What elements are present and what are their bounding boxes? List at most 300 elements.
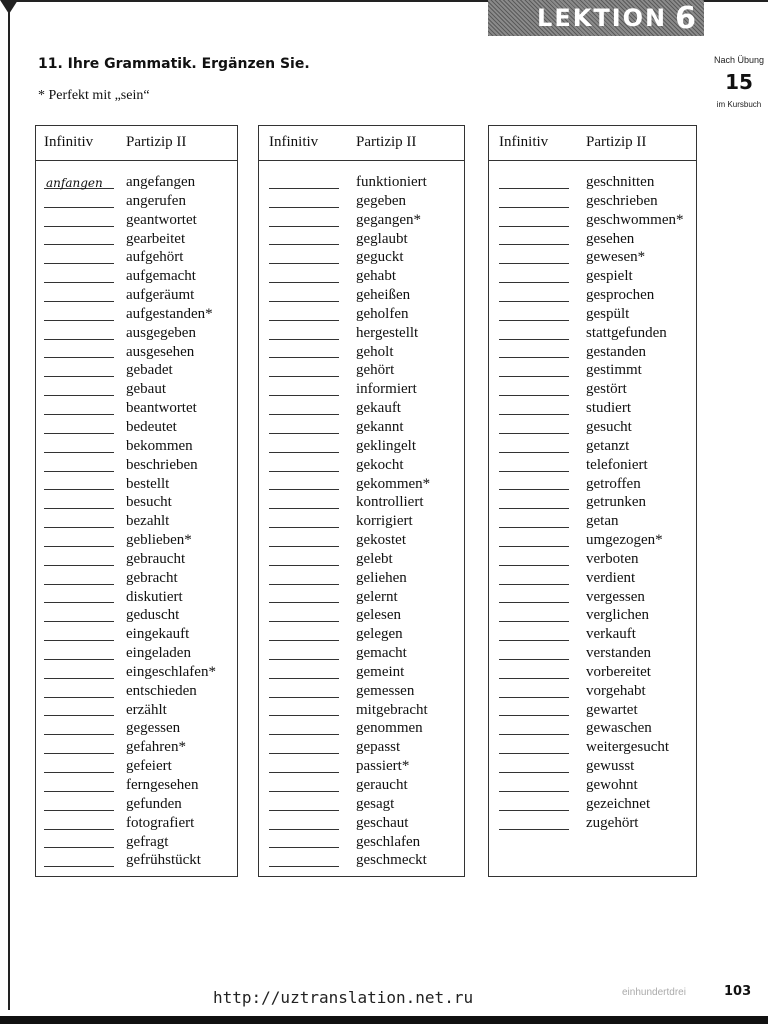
- table-row: [36, 211, 237, 230]
- partizip-word: gewesen*: [586, 249, 646, 266]
- partizip-word: aufgestanden*: [126, 305, 213, 322]
- column-header-partizip: Partizip II: [356, 134, 417, 150]
- partizip-word: fotografiert: [126, 814, 195, 831]
- table-row: [489, 173, 696, 192]
- infinitiv-blank[interactable]: [499, 305, 569, 321]
- table-row: [489, 757, 696, 776]
- partizip-word: gesucht: [586, 418, 632, 435]
- infinitiv-blank[interactable]: [269, 380, 339, 396]
- table-row: [259, 380, 464, 399]
- infinitiv-blank[interactable]: [499, 342, 569, 358]
- infinitiv-blank[interactable]: [499, 738, 569, 754]
- infinitiv-blank[interactable]: [269, 814, 339, 830]
- partizip-word: angerufen: [126, 192, 186, 209]
- partizip-word: gefunden: [126, 795, 182, 812]
- infinitiv-blank[interactable]: [44, 719, 114, 735]
- table-row: [489, 324, 696, 343]
- infinitiv-blank[interactable]: [499, 719, 569, 735]
- partizip-word: besucht: [126, 494, 172, 511]
- partizip-word: geantwortet: [126, 211, 197, 228]
- table-row: [36, 286, 237, 305]
- bottom-rule: [0, 1016, 768, 1024]
- partizip-word: vergessen: [586, 588, 645, 605]
- partizip-word: gefragt: [126, 833, 169, 850]
- partizip-word: gespielt: [586, 268, 633, 285]
- partizip-word: hergestellt: [356, 324, 419, 341]
- infinitiv-blank[interactable]: [499, 248, 569, 264]
- partizip-word: gegessen: [126, 720, 181, 737]
- partizip-word: gewaschen: [586, 720, 652, 737]
- partizip-word: gebraucht: [126, 550, 186, 567]
- infinitiv-blank[interactable]: [269, 832, 339, 848]
- partizip-word: gewusst: [586, 758, 635, 775]
- infinitiv-blank[interactable]: [44, 474, 114, 490]
- table-row: [36, 267, 237, 286]
- table-row: [259, 286, 464, 305]
- infinitiv-blank[interactable]: [44, 248, 114, 264]
- partizip-word: gefahren*: [126, 739, 186, 756]
- partizip-word: gestimmt: [586, 362, 642, 379]
- infinitiv-blank[interactable]: [269, 851, 339, 867]
- infinitiv-blank[interactable]: [269, 587, 339, 603]
- infinitiv-blank[interactable]: [269, 606, 339, 622]
- table-row: [259, 399, 464, 418]
- partizip-word: aufgehört: [126, 249, 184, 266]
- partizip-word: geschlafen: [356, 833, 421, 850]
- infinitiv-blank[interactable]: [499, 682, 569, 698]
- infinitiv-blank[interactable]: [499, 437, 569, 453]
- infinitiv-blank[interactable]: [499, 418, 569, 434]
- partizip-word: geduscht: [126, 607, 180, 624]
- partizip-word: bekommen: [126, 437, 193, 454]
- table-row: [259, 719, 464, 738]
- table-row: [489, 343, 696, 362]
- partizip-word: gelegen: [356, 626, 403, 643]
- partizip-word: ausgegeben: [126, 324, 196, 341]
- infinitiv-blank[interactable]: [269, 173, 339, 189]
- partizip-word: gefeiert: [126, 758, 172, 775]
- infinitiv-blank[interactable]: [44, 531, 114, 547]
- infinitiv-blank[interactable]: [269, 625, 339, 641]
- partizip-word: gestört: [586, 381, 627, 398]
- infinitiv-blank[interactable]: [499, 229, 569, 245]
- partizip-word: gespült: [586, 305, 630, 322]
- partizip-word: bedeutet: [126, 418, 177, 435]
- table-row: [36, 230, 237, 249]
- table-row: [259, 701, 464, 720]
- infinitiv-blank[interactable]: [499, 286, 569, 302]
- infinitiv-blank[interactable]: [44, 342, 114, 358]
- table-row: [489, 663, 696, 682]
- infinitiv-blank[interactable]: [269, 682, 339, 698]
- infinitiv-blank[interactable]: [269, 776, 339, 792]
- partizip-word: gemacht: [356, 645, 407, 662]
- partizip-word: verglichen: [586, 607, 650, 624]
- partizip-word: bezahlt: [126, 513, 170, 530]
- table-row: [489, 625, 696, 644]
- infinitiv-blank[interactable]: [44, 211, 114, 227]
- table-row: [489, 701, 696, 720]
- table-row: [489, 738, 696, 757]
- partizip-word: gesagt: [356, 795, 395, 812]
- infinitiv-blank[interactable]: [499, 644, 569, 660]
- infinitiv-blank[interactable]: [499, 493, 569, 509]
- infinitiv-blank[interactable]: [44, 361, 114, 377]
- infinitiv-blank[interactable]: [44, 757, 114, 773]
- infinitiv-blank[interactable]: [499, 814, 569, 830]
- partizip-word: gemeint: [356, 663, 405, 680]
- infinitiv-blank[interactable]: [499, 757, 569, 773]
- infinitiv-blank[interactable]: [44, 795, 114, 811]
- header-divider: [36, 160, 237, 161]
- lektion-banner: [488, 0, 704, 36]
- table-row: [489, 588, 696, 607]
- infinitiv-blank[interactable]: [499, 776, 569, 792]
- infinitiv-blank[interactable]: [499, 531, 569, 547]
- infinitiv-blank[interactable]: [499, 587, 569, 603]
- table-row: [259, 795, 464, 814]
- partizip-word: gezeichnet: [586, 795, 651, 812]
- table-row: [36, 776, 237, 795]
- partizip-word: korrigiert: [356, 513, 413, 530]
- partizip-word: entschieden: [126, 682, 197, 699]
- partizip-word: verboten: [586, 550, 639, 567]
- infinitiv-blank[interactable]: [269, 361, 339, 377]
- partizip-word: eingeschlafen*: [126, 663, 216, 680]
- table-row: [489, 230, 696, 249]
- infinitiv-blank[interactable]: [44, 851, 114, 867]
- partizip-word: aufgeräumt: [126, 287, 195, 304]
- partizip-word: geblieben*: [126, 532, 192, 549]
- partizip-word: geholfen: [356, 305, 409, 322]
- infinitiv-blank[interactable]: [44, 738, 114, 754]
- table-row: [259, 437, 464, 456]
- table-row: [489, 569, 696, 588]
- table-row: [36, 305, 237, 324]
- infinitiv-blank[interactable]: [44, 493, 114, 509]
- partizip-word: funktioniert: [356, 174, 427, 190]
- table-row: [489, 361, 696, 380]
- table-row: [36, 663, 237, 682]
- table-row: [489, 437, 696, 456]
- lektion-number: 6: [675, 0, 698, 36]
- page-number: 103: [724, 984, 752, 999]
- table-row: [36, 569, 237, 588]
- table-row: [259, 776, 464, 795]
- infinitiv-blank[interactable]: [44, 173, 114, 189]
- infinitiv-blank[interactable]: [269, 437, 339, 453]
- infinitiv-blank[interactable]: [499, 569, 569, 585]
- infinitiv-blank[interactable]: [44, 305, 114, 321]
- infinitiv-blank[interactable]: [269, 267, 339, 283]
- table-row: [36, 757, 237, 776]
- verb-table-3: [488, 125, 697, 877]
- table-row: [36, 380, 237, 399]
- infinitiv-blank[interactable]: [44, 814, 114, 830]
- infinitiv-blank[interactable]: [499, 399, 569, 415]
- partizip-word: gearbeitet: [126, 230, 186, 247]
- infinitiv-blank[interactable]: [269, 248, 339, 264]
- table-row: [36, 493, 237, 512]
- partizip-word: bestellt: [126, 475, 170, 492]
- partizip-word: genommen: [356, 720, 423, 737]
- table-row: [259, 512, 464, 531]
- partizip-word: getan: [586, 513, 619, 530]
- infinitiv-blank[interactable]: [499, 512, 569, 528]
- table-row: [489, 493, 696, 512]
- partizip-word: verstanden: [586, 645, 651, 662]
- table-row: [489, 795, 696, 814]
- infinitiv-blank[interactable]: [44, 229, 114, 245]
- table-row: [489, 248, 696, 267]
- table-row: [36, 606, 237, 625]
- partizip-word: gestanden: [586, 343, 646, 360]
- infinitiv-blank[interactable]: [499, 324, 569, 340]
- header-divider: [259, 160, 464, 161]
- infinitiv-blank[interactable]: [499, 361, 569, 377]
- table-row: [259, 173, 464, 192]
- partizip-word: getanzt: [586, 437, 630, 454]
- infinitiv-blank[interactable]: [44, 324, 114, 340]
- infinitiv-blank[interactable]: [269, 229, 339, 245]
- table-row: [489, 512, 696, 531]
- infinitiv-blank[interactable]: [44, 550, 114, 566]
- infinitiv-blank[interactable]: [499, 267, 569, 283]
- partizip-word: beschrieben: [126, 456, 198, 473]
- table-row: [36, 644, 237, 663]
- table-row: [259, 305, 464, 324]
- partizip-word: geschnitten: [586, 174, 655, 190]
- infinitiv-blank[interactable]: [44, 399, 114, 415]
- partizip-word: erzählt: [126, 701, 167, 718]
- partizip-word: gehört: [356, 362, 395, 379]
- infinitiv-blank[interactable]: [499, 173, 569, 189]
- infinitiv-blank[interactable]: [269, 342, 339, 358]
- partizip-word: stattgefunden: [586, 324, 667, 341]
- table-row: [36, 719, 237, 738]
- partizip-word: telefoniert: [586, 456, 648, 473]
- partizip-word: eingekauft: [126, 626, 190, 643]
- partizip-word: aufgemacht: [126, 268, 196, 285]
- partizip-word: gewohnt: [586, 777, 638, 793]
- table-row: [489, 456, 696, 475]
- infinitiv-blank[interactable]: [269, 569, 339, 585]
- partizip-word: gepasst: [356, 739, 401, 756]
- kursbuch-label: im Kursbuch: [716, 100, 762, 109]
- infinitiv-blank[interactable]: [499, 795, 569, 811]
- table-row: [259, 833, 464, 852]
- table-row: [36, 682, 237, 701]
- infinitiv-blank[interactable]: [499, 211, 569, 227]
- table-row: [489, 719, 696, 738]
- infinitiv-blank[interactable]: [44, 663, 114, 679]
- infinitiv-blank[interactable]: [269, 192, 339, 208]
- infinitiv-blank[interactable]: [269, 418, 339, 434]
- partizip-word: gelebt: [356, 550, 393, 567]
- table-row: [36, 324, 237, 343]
- left-margin-rule: [8, 0, 10, 1010]
- partizip-word: geguckt: [356, 249, 404, 266]
- table-row: [36, 795, 237, 814]
- infinitiv-blank[interactable]: [44, 832, 114, 848]
- table-row: [259, 550, 464, 569]
- partizip-word: gekannt: [356, 418, 404, 435]
- partizip-word: studiert: [586, 400, 631, 417]
- table-row: [259, 757, 464, 776]
- table-row: [259, 361, 464, 380]
- partizip-word: gemessen: [356, 682, 415, 699]
- partizip-word: vorgehabt: [586, 682, 646, 699]
- partizip-word: gelesen: [356, 607, 401, 624]
- partizip-word: weitergesucht: [586, 739, 670, 756]
- partizip-word: gewartet: [586, 701, 638, 718]
- table-row: [259, 625, 464, 644]
- infinitiv-blank[interactable]: [269, 211, 339, 227]
- table-row: [489, 267, 696, 286]
- infinitiv-blank[interactable]: [499, 606, 569, 622]
- table-row: [489, 606, 696, 625]
- partizip-word: getroffen: [586, 475, 641, 492]
- table-row: [259, 569, 464, 588]
- infinitiv-blank[interactable]: [269, 795, 339, 811]
- infinitiv-blank[interactable]: [499, 474, 569, 490]
- infinitiv-blank[interactable]: [269, 531, 339, 547]
- perfekt-note: * Perfekt mit „sein“: [38, 88, 150, 103]
- table-row: [36, 701, 237, 720]
- partizip-word: geschwommen*: [586, 211, 684, 228]
- table-row: [489, 211, 696, 230]
- infinitiv-blank[interactable]: [269, 456, 339, 472]
- table-row: [259, 475, 464, 494]
- table-row: [489, 192, 696, 211]
- infinitiv-blank[interactable]: [44, 682, 114, 698]
- table-row: [489, 399, 696, 418]
- infinitiv-blank[interactable]: [499, 456, 569, 472]
- partizip-word: geklingelt: [356, 437, 416, 454]
- partizip-word: gegeben: [356, 192, 406, 209]
- infinitiv-blank[interactable]: [269, 286, 339, 302]
- nach-uebung-label: Nach Übung: [713, 55, 765, 65]
- infinitiv-blank[interactable]: [499, 625, 569, 641]
- partizip-word: vorbereitet: [586, 663, 651, 680]
- partizip-word: geheißen: [356, 287, 411, 304]
- infinitiv-blank[interactable]: [44, 569, 114, 585]
- table-row: [36, 588, 237, 607]
- table-row: [259, 644, 464, 663]
- infinitiv-blank[interactable]: [499, 700, 569, 716]
- table-row: [489, 776, 696, 795]
- infinitiv-blank[interactable]: [44, 380, 114, 396]
- partizip-word: geliehen: [356, 569, 407, 586]
- table-row: [259, 493, 464, 512]
- infinitiv-blank[interactable]: [44, 418, 114, 434]
- partizip-word: geschmeckt: [356, 852, 427, 869]
- infinitiv-blank[interactable]: [44, 625, 114, 641]
- partizip-word: gekommen*: [356, 475, 431, 492]
- infinitiv-blank[interactable]: [44, 587, 114, 603]
- infinitiv-blank[interactable]: [269, 700, 339, 716]
- infinitiv-blank[interactable]: [499, 380, 569, 396]
- infinitiv-blank[interactable]: [44, 192, 114, 208]
- table-row: [36, 361, 237, 380]
- partizip-word: gekocht: [356, 456, 404, 473]
- infinitiv-blank[interactable]: [269, 399, 339, 415]
- partizip-word: diskutiert: [126, 588, 183, 605]
- infinitiv-blank[interactable]: [44, 286, 114, 302]
- infinitiv-blank[interactable]: [44, 644, 114, 660]
- infinitiv-blank[interactable]: [269, 493, 339, 509]
- infinitiv-answer: anfangen: [46, 175, 103, 190]
- table-row: [36, 475, 237, 494]
- infinitiv-blank[interactable]: [44, 776, 114, 792]
- infinitiv-blank[interactable]: [44, 456, 114, 472]
- partizip-word: informiert: [356, 381, 417, 398]
- partizip-word: zugehört: [586, 814, 639, 831]
- table-row: [36, 550, 237, 569]
- column-header-infinitiv: Infinitiv: [44, 134, 94, 150]
- table-row: [259, 456, 464, 475]
- infinitiv-blank[interactable]: [269, 512, 339, 528]
- table-row: [489, 644, 696, 663]
- table-row: [489, 475, 696, 494]
- verb-rows: [259, 173, 464, 870]
- infinitiv-blank[interactable]: [269, 324, 339, 340]
- header-divider: [489, 160, 696, 161]
- partizip-word: verdient: [586, 569, 636, 586]
- infinitiv-blank[interactable]: [499, 663, 569, 679]
- infinitiv-blank[interactable]: [269, 719, 339, 735]
- footer-url: http://uztranslation.net.ru: [213, 988, 474, 1007]
- partizip-word: mitgebracht: [356, 701, 428, 718]
- infinitiv-blank[interactable]: [269, 305, 339, 321]
- infinitiv-blank[interactable]: [499, 192, 569, 208]
- column-header-partizip: Partizip II: [126, 134, 187, 150]
- table-row: [259, 343, 464, 362]
- table-row: [259, 606, 464, 625]
- infinitiv-blank[interactable]: [269, 550, 339, 566]
- table-row: [36, 625, 237, 644]
- infinitiv-blank[interactable]: [269, 738, 339, 754]
- verb-table-2: [258, 125, 465, 877]
- infinitiv-blank[interactable]: [499, 550, 569, 566]
- partizip-word: gegangen*: [356, 211, 421, 228]
- infinitiv-blank[interactable]: [269, 644, 339, 660]
- partizip-word: gesprochen: [586, 287, 655, 304]
- table-row: [489, 550, 696, 569]
- table-row: [259, 814, 464, 833]
- table-row: [489, 531, 696, 550]
- partizip-word: eingeladen: [126, 645, 191, 662]
- column-header-partizip: Partizip II: [586, 134, 647, 150]
- infinitiv-blank[interactable]: [269, 757, 339, 773]
- infinitiv-blank[interactable]: [269, 474, 339, 490]
- infinitiv-blank[interactable]: [44, 512, 114, 528]
- partizip-word: geschaut: [356, 814, 409, 831]
- table-row: [259, 531, 464, 550]
- partizip-word: angefangen: [126, 174, 196, 190]
- infinitiv-blank[interactable]: [44, 700, 114, 716]
- infinitiv-blank[interactable]: [44, 606, 114, 622]
- partizip-word: beantwortet: [126, 400, 197, 417]
- partizip-word: kontrolliert: [356, 494, 424, 511]
- infinitiv-blank[interactable]: [44, 267, 114, 283]
- table-row: [489, 418, 696, 437]
- infinitiv-blank[interactable]: [269, 663, 339, 679]
- table-row: [489, 380, 696, 399]
- infinitiv-blank[interactable]: [44, 437, 114, 453]
- partizip-word: geholt: [356, 343, 394, 360]
- verb-table-1: [35, 125, 238, 877]
